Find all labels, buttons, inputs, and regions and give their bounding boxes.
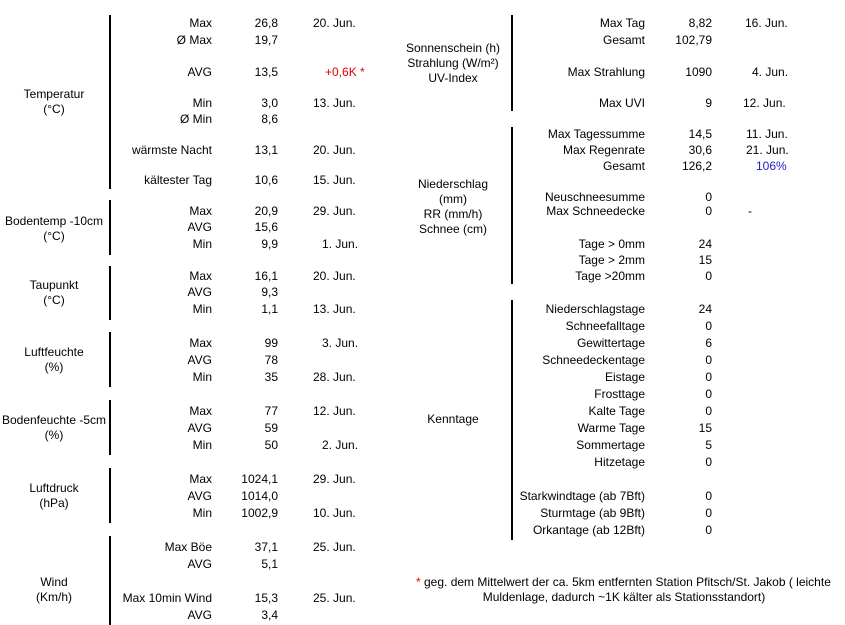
row-label: Sommertage [576, 438, 645, 452]
row-value: 0 [705, 353, 712, 367]
row-label: AVG [187, 489, 212, 503]
row-value: 1014,0 [241, 489, 278, 503]
row-value: 8,82 [688, 16, 712, 30]
row-value: 9,9 [261, 237, 278, 251]
sun-title: Sonnenschein (h) Strahlung (W/m²) UV-Index [405, 41, 501, 85]
row-label: Starkwindtage (ab 7Bft) [519, 489, 645, 503]
row-value: 24 [698, 302, 712, 316]
row-value: 0 [705, 506, 712, 520]
row-date: 11. Jun. [746, 127, 788, 141]
row-value: 15,6 [254, 220, 278, 234]
row-label: Eistage [604, 370, 645, 384]
row-label: Hitzetage [594, 455, 645, 469]
row-value: 20,9 [254, 204, 278, 218]
row-value: 0 [705, 455, 712, 469]
separator-humidity [109, 332, 111, 387]
row-date: 20. Jun. [313, 16, 356, 30]
row-value: 77 [264, 404, 278, 418]
row-label: Neuschneesumme [544, 190, 645, 204]
soil-moisture-title: Bodenfeuchte -5cm (%) [1, 413, 107, 442]
row-label: Niederschlagstage [545, 302, 645, 316]
soil-temp-title: Bodentemp -10cm (°C) [4, 214, 104, 243]
row-label: Min [192, 370, 212, 384]
row-label: AVG [187, 608, 212, 622]
row-value: 30,6 [688, 143, 712, 157]
row-value: 1090 [685, 65, 712, 79]
separator-days [511, 300, 513, 540]
row-value: 19,7 [254, 33, 278, 47]
row-label: Ø Max [176, 33, 212, 47]
row-date: 16. Jun. [745, 16, 788, 30]
row-value: 13,5 [254, 65, 278, 79]
row-date: 21. Jun. [746, 143, 789, 157]
row-date: 25. Jun. [313, 540, 356, 554]
row-value: 6 [705, 336, 712, 350]
row-value: 9,3 [261, 285, 278, 299]
footnote-line-2: Muldenlage, dadurch ~1K kälter als Stationsstandort) [482, 590, 766, 604]
row-label: Min [192, 96, 212, 110]
row-label: Gewittertage [576, 336, 645, 350]
row-value: 99 [264, 336, 278, 350]
row-label: Tage > 2mm [578, 253, 645, 267]
row-value: 16,1 [254, 269, 278, 283]
row-value: 24 [698, 237, 712, 251]
row-value: 3,4 [261, 608, 278, 622]
row-label: Tage >20mm [575, 269, 645, 283]
row-label: AVG [187, 65, 212, 79]
row-label: Max 10min Wind [122, 591, 212, 605]
row-date: 1. Jun. [322, 237, 359, 251]
row-value: 9 [705, 96, 712, 110]
pressure-title: Luftdruck (hPa) [29, 481, 79, 510]
row-value: 102,79 [675, 33, 712, 47]
days-title: Kenntage [427, 412, 479, 426]
separator-sun [511, 15, 513, 111]
row-label: Ø Min [179, 112, 212, 126]
row-date: 12. Jun. [743, 96, 786, 110]
row-value: 1,1 [261, 302, 278, 316]
separator-soil-moisture [109, 400, 111, 455]
row-label: Sturmtage (ab 9Bft) [540, 506, 645, 520]
row-value: 13,1 [254, 143, 278, 157]
row-date: 4. Jun. [752, 65, 789, 79]
temperature-title: Temperatur (°C) [23, 87, 85, 116]
row-value: 0 [705, 319, 712, 333]
row-label: Kalte Tage [588, 404, 645, 418]
dewpoint-title: Taupunkt (°C) [29, 278, 79, 307]
row-value: 126,2 [681, 159, 712, 173]
temperature-anomaly: +0,6K * [325, 65, 365, 79]
separator-dewpoint [109, 266, 111, 320]
wind-title: Wind (Km/h) [36, 575, 72, 604]
row-label: Gesamt [602, 33, 645, 47]
row-value: 0 [705, 269, 712, 283]
row-label: Min [192, 438, 212, 452]
footnote-line-1 [416, 575, 831, 589]
separator-temperature [109, 15, 111, 189]
row-value: 15,3 [254, 591, 278, 605]
row-value: 0 [705, 489, 712, 503]
row-value: 3,0 [261, 96, 278, 110]
row-date: 25. Jun. [313, 591, 356, 605]
row-value: 15 [698, 421, 712, 435]
row-value: 15 [698, 253, 712, 267]
row-label: AVG [187, 557, 212, 571]
row-label: Tage > 0mm [578, 237, 645, 251]
precip-title: Niederschlag (mm) RR (mm/h) Schnee (cm) [417, 177, 489, 236]
row-value: 0 [705, 204, 712, 218]
row-value: 0 [705, 387, 712, 401]
row-date: 2. Jun. [322, 438, 359, 452]
row-date: - [748, 204, 752, 218]
row-date: 20. Jun. [313, 269, 356, 283]
row-value: 14,5 [688, 127, 712, 141]
row-label: Max Schneedecke [546, 204, 645, 218]
row-date: 13. Jun. [313, 96, 356, 110]
row-label: Min [192, 237, 212, 251]
footnote-text-1: geg. dem Mittelwert der ca. 5km entfernten Station Pfitsch/St. Jakob ( leichte [420, 575, 831, 589]
row-label: Schneedeckentage [542, 353, 645, 367]
row-value: 0 [705, 190, 712, 204]
row-label: Max [189, 472, 212, 486]
row-date: 29. Jun. [313, 472, 356, 486]
precip-percent: 106% [756, 159, 787, 173]
row-date: 29. Jun. [313, 204, 356, 218]
row-value: 0 [705, 370, 712, 384]
row-label: AVG [187, 220, 212, 234]
row-date: 15. Jun. [313, 173, 356, 187]
row-date: 3. Jun. [322, 336, 359, 350]
row-label: Schneefalltage [565, 319, 645, 333]
row-value: 0 [705, 404, 712, 418]
row-label: AVG [187, 285, 212, 299]
row-label: wärmste Nacht [131, 143, 212, 157]
row-value: 37,1 [254, 540, 278, 554]
row-date: 12. Jun. [313, 404, 356, 418]
row-value: 26,8 [254, 16, 278, 30]
row-label: Max [189, 204, 212, 218]
row-value: 35 [264, 370, 278, 384]
row-label: Max [189, 16, 212, 30]
row-label: Max Tagessumme [547, 127, 645, 141]
row-label: Min [192, 506, 212, 520]
row-label: Max [189, 404, 212, 418]
row-label: AVG [187, 353, 212, 367]
row-label: Max Tag [599, 16, 645, 30]
row-value: 10,6 [254, 173, 278, 187]
row-value: 5 [705, 438, 712, 452]
separator-soil-temp [109, 200, 111, 255]
row-date: 13. Jun. [313, 302, 356, 316]
row-value: 1024,1 [241, 472, 278, 486]
row-value: 8,6 [261, 112, 278, 126]
row-label: Frosttage [594, 387, 645, 401]
row-value: 1002,9 [241, 506, 278, 520]
row-value: 0 [705, 523, 712, 537]
row-date: 20. Jun. [313, 143, 356, 157]
row-label: kältester Tag [144, 173, 212, 187]
separator-precip [511, 127, 513, 284]
row-value: 78 [264, 353, 278, 367]
humidity-title: Luftfeuchte (%) [24, 345, 84, 374]
separator-wind [109, 536, 111, 625]
row-label: AVG [187, 421, 212, 435]
row-value: 50 [264, 438, 278, 452]
row-label: Max Strahlung [567, 65, 645, 79]
row-label: Warme Tage [577, 421, 645, 435]
row-label: Gesamt [602, 159, 645, 173]
separator-pressure [109, 468, 111, 523]
row-label: Max [189, 269, 212, 283]
row-value: 59 [264, 421, 278, 435]
row-label: Orkantage (ab 12Bft) [532, 523, 645, 537]
row-label: Max [189, 336, 212, 350]
row-label: Max Regenrate [562, 143, 645, 157]
row-date: 10. Jun. [313, 506, 356, 520]
row-value: 5,1 [261, 557, 278, 571]
row-date: 28. Jun. [313, 370, 356, 384]
row-label: Max Böe [164, 540, 212, 554]
row-label: Max UVI [598, 96, 645, 110]
footnote-star: * [416, 575, 421, 589]
row-label: Min [192, 302, 212, 316]
